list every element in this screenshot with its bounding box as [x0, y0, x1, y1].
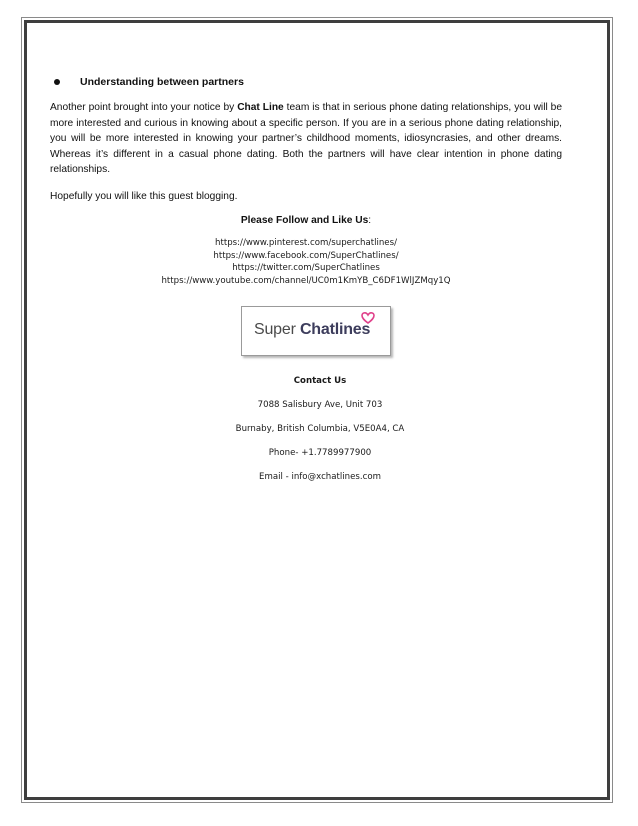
- logo-word-chatlines: Chatlines: [299, 321, 371, 338]
- follow-title-colon: :: [368, 215, 372, 226]
- contact-block: [50, 376, 590, 496]
- bullet-heading: [54, 76, 562, 88]
- pinterest-link[interactable]: https://www.pinterest.com/superchatlines/: [215, 238, 397, 248]
- follow-title-text: Please Follow and Like Us: [240, 215, 369, 226]
- document-body: [50, 76, 562, 287]
- closing-paragraph: Hopefully you will like this guest blogging.: [50, 190, 238, 202]
- address-line-2: Burnaby, British Columbia, V5E0A4, CA: [235, 424, 405, 434]
- bullet-icon: [54, 79, 60, 85]
- paragraph-start: Another point brought into your notice by: [50, 102, 238, 113]
- logo-text: [254, 321, 370, 339]
- body-paragraph: [50, 100, 562, 178]
- paragraph-end: team is that in serious phone dating relationships, you will be more interested and curious in knowing about a specific person. If you are in a serious phone dating relationship, you will be more interested in knowing your partner’s childhood moments, idiosyncrasies, and other dreams. Whereas it’s different in a casual phone dating. Both the partners will have clear intention in phone dating relationships.: [50, 102, 563, 175]
- email-address: Email - info@xchatlines.com: [259, 472, 381, 482]
- social-links: [50, 237, 562, 287]
- logo-word-super: Super: [254, 321, 300, 338]
- contact-title: Contact Us: [293, 376, 347, 386]
- facebook-link[interactable]: https://www.facebook.com/SuperChatlines/: [213, 250, 399, 261]
- follow-title: [50, 215, 562, 226]
- phone-number: Phone- +1.7789977900: [268, 448, 372, 458]
- youtube-link[interactable]: https://www.youtube.com/channel/UC0m1KmYB_C6DF1WlJZMqy1Q: [161, 275, 451, 286]
- super-chatlines-logo: [241, 306, 391, 356]
- heading-text: Understanding between partners: [80, 76, 244, 88]
- address-line-1: 7088 Salisbury Ave, Unit 703: [257, 400, 383, 410]
- chat-line-link-text: Chat Line: [237, 102, 284, 113]
- twitter-link[interactable]: https://twitter.com/SuperChatlines: [232, 263, 380, 273]
